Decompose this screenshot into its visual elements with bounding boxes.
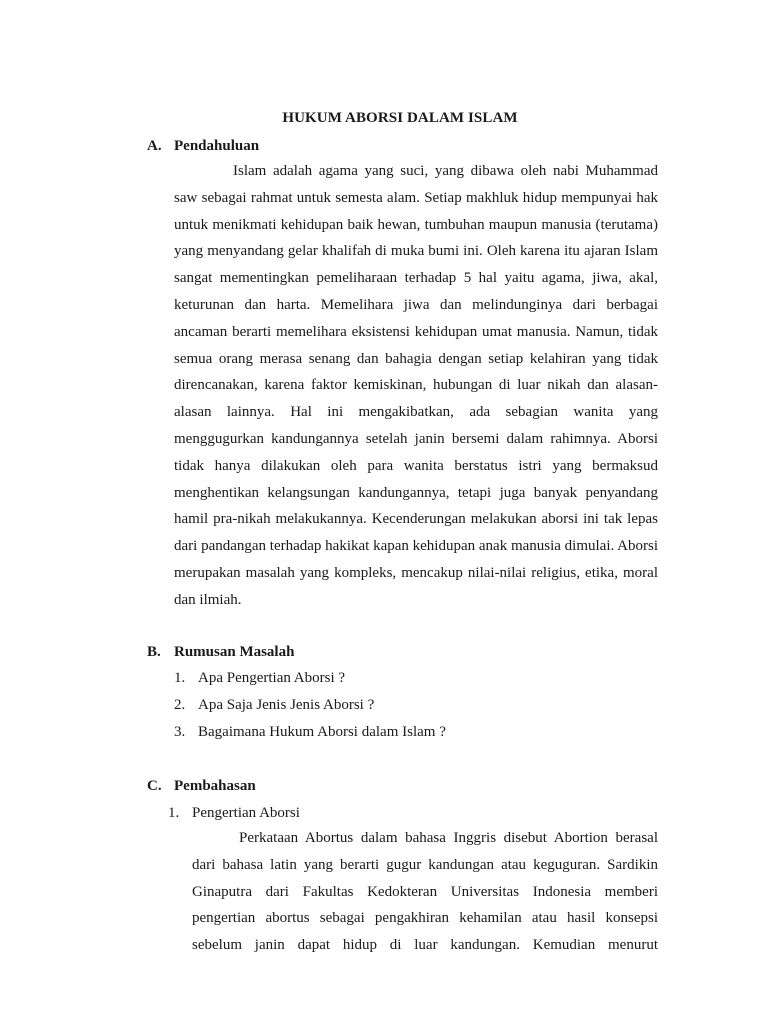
- section-b-heading: [147, 644, 294, 661]
- section-c-letter: C.: [147, 778, 162, 794]
- section-b-letter: B.: [147, 644, 161, 660]
- section-a-paragraph-text: Islam adalah agama yang suci, yang dibawa oleh nabi Muhammad saw sebagai rahmat untuk semesta alam. Setiap makhluk hidup mempunyai hak untuk menikmati kehidupan baik hewan, tumbuhan maupun manusia (terutama) yang menyandang gelar khalifah di muka bumi ini. Oleh karena itu ajaran Islam sangat mementingkan pemeliharaan terhadap 5 hal yaitu agama, jiwa, akal, keturunan dan harta. Memelihara jiwa dan melindunginya dari berbagai ancaman berarti memelihara eksistensi kehidupan umat manusia. Namun, tidak semua orang merasa senang dan bahagia dengan setiap kelahiran yang tidak direncanakan, karena faktor kemiskinan, hubungan di luar nikah dan alasan-alasan lainnya. Hal ini mengakibatkan, ada sebagian wanita yang menggugurkan kandungannya setelah janin bersemi dalam rahimnya. Aborsi tidak hanya dilakukan oleh para wanita berstatus istri yang bermaksud menghentikan kelangsungan kandungannya, tetapi juga banyak penyandang hamil pra-nikah melakukannya. Kecenderungan melakukan aborsi ini tak lepas dari pandangan terhadap hakikat kapan kehidupan anak manusia dimulai. Aborsi merupakan masalah yang kompleks, mencakup nilai-nilai religius, etika, moral dan ilmiah.: [174, 163, 659, 608]
- section-c-title: Pembahasan: [174, 778, 256, 794]
- section-b-title: Rumusan Masalah: [174, 644, 295, 660]
- section-a-letter: A.: [147, 138, 162, 154]
- subsection-number: 1.: [168, 805, 180, 821]
- section-a-title: Pendahuluan: [174, 138, 260, 154]
- section-a-heading: [147, 138, 259, 155]
- subsection-heading: [168, 805, 300, 822]
- list-item: 1. Apa Pengertian Aborsi ?: [174, 670, 346, 686]
- section-c-paragraph-text: Perkataan Abortus dalam bahasa Inggris disebut Abortion berasal dari bahasa latin yang berarti gugur kandungan atau keguguran. Sardikin Ginaputra dari Fakultas Kedokteran Universitas Indonesia memberi pengertian abortus sebagai pengakhiran kehamilan atau hasil konsepsi sebelum janin dapat hidup di luar kandungan. Kemudian menurut: [192, 830, 658, 954]
- section-a-paragraph: [174, 158, 658, 614]
- list-item: 3. Bagaimana Hukum Aborsi dalam Islam ?: [174, 723, 446, 740]
- subsection-title: Pengertian Aborsi: [192, 805, 300, 821]
- list-item: 2. Apa Saja Jenis Jenis Aborsi ?: [174, 696, 375, 713]
- document-title: HUKUM ABORSI DALAM ISLAM: [282, 110, 518, 126]
- section-c-paragraph: [192, 825, 658, 959]
- section-c-heading: [147, 778, 256, 795]
- question-list: [174, 665, 446, 745]
